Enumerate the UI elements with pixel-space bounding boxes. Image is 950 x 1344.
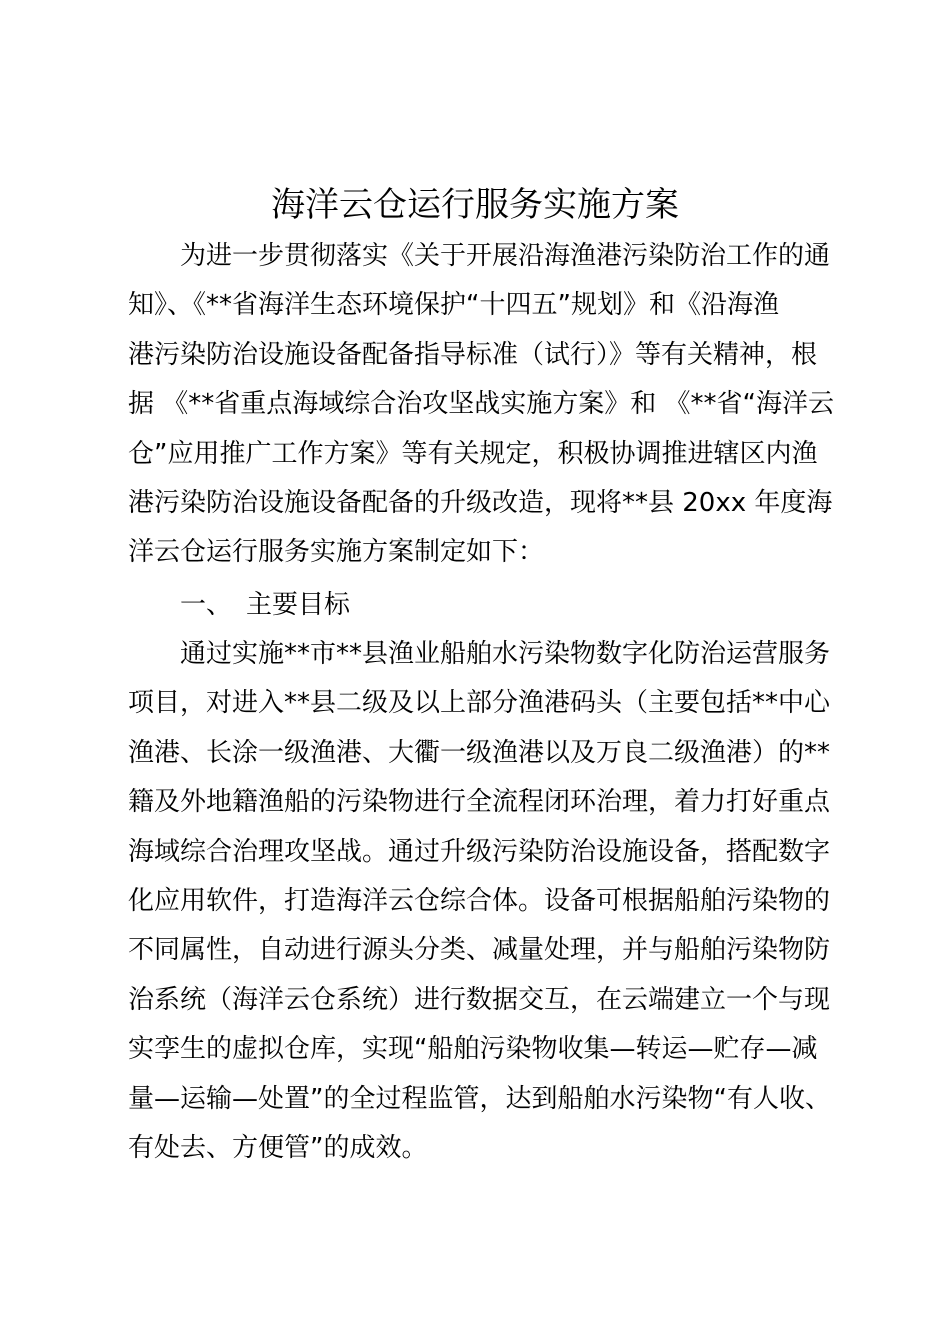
paragraph-line: 港污染防治设施设备配备的升级改造，现将**县 20xx 年度海: [128, 488, 833, 519]
paragraph-line: 有处去、方便管”的成效。: [128, 1133, 428, 1164]
paragraph-line: 为进一步贯彻落实《关于开展沿海渔港污染防治工作的通: [180, 241, 831, 271]
paragraph-line: 据 《**省重点海域综合治攻坚战实施方案》和 《**省“海洋云: [128, 389, 834, 420]
document-title: 海洋云仓运行服务实施方案: [271, 185, 679, 225]
intro-paragraph: [128, 232, 848, 578]
paragraph-line: 治系统（海洋云仓系统）进行数据交互，在云端建立一个与现: [128, 984, 831, 1015]
paragraph-line: 通过实施**市**县渔业船舶水污染物数字化防治运营服务: [180, 639, 831, 669]
paragraph-line: 知》、《**省海洋生态环境保护“十四五”规划》和《沿海渔: [128, 290, 779, 321]
paragraph-line: 实孪生的虚拟仓库，实现“船舶污染物收集—转运—贮存—减: [128, 1034, 818, 1065]
paragraph-line: 不同属性，自动进行源头分类、减量处理，并与船舶污染物防: [128, 935, 831, 966]
paragraph-line: 渔港、长涂一级渔港、大衢一级渔港以及万良二级渔港）的**: [128, 737, 831, 768]
paragraph-line: 仓”应用推广工作方案》等有关规定，积极协调推进辖区内渔: [128, 438, 818, 469]
paragraph-line: 项目，对进入**县二级及以上部分渔港码头（主要包括**中心: [128, 688, 831, 719]
paragraph-line: 海域综合治理攻坚战。通过升级污染防治设施设备，搭配数字: [128, 836, 831, 867]
paragraph-line: 量—运输—处置”的全过程监管，达到船舶水污染物“有人收、: [128, 1083, 831, 1114]
section1-paragraph: [128, 630, 848, 1173]
paragraph-line: 洋云仓运行服务实施方案制定如下：: [128, 537, 545, 568]
section-number: 一、: [180, 590, 233, 620]
paragraph-line: 港污染防治设施设备配备指导标准（试行）》等有关精神，根: [128, 339, 818, 370]
section-heading: [128, 581, 848, 630]
paragraph-line: 化应用软件，打造海洋云仓综合体。设备可根据船舶污染物的: [128, 886, 831, 917]
paragraph-line: 籍及外地籍渔船的污染物进行全流程闭环治理，着力打好重点: [128, 787, 831, 818]
section-title: 主要目标: [246, 590, 351, 620]
